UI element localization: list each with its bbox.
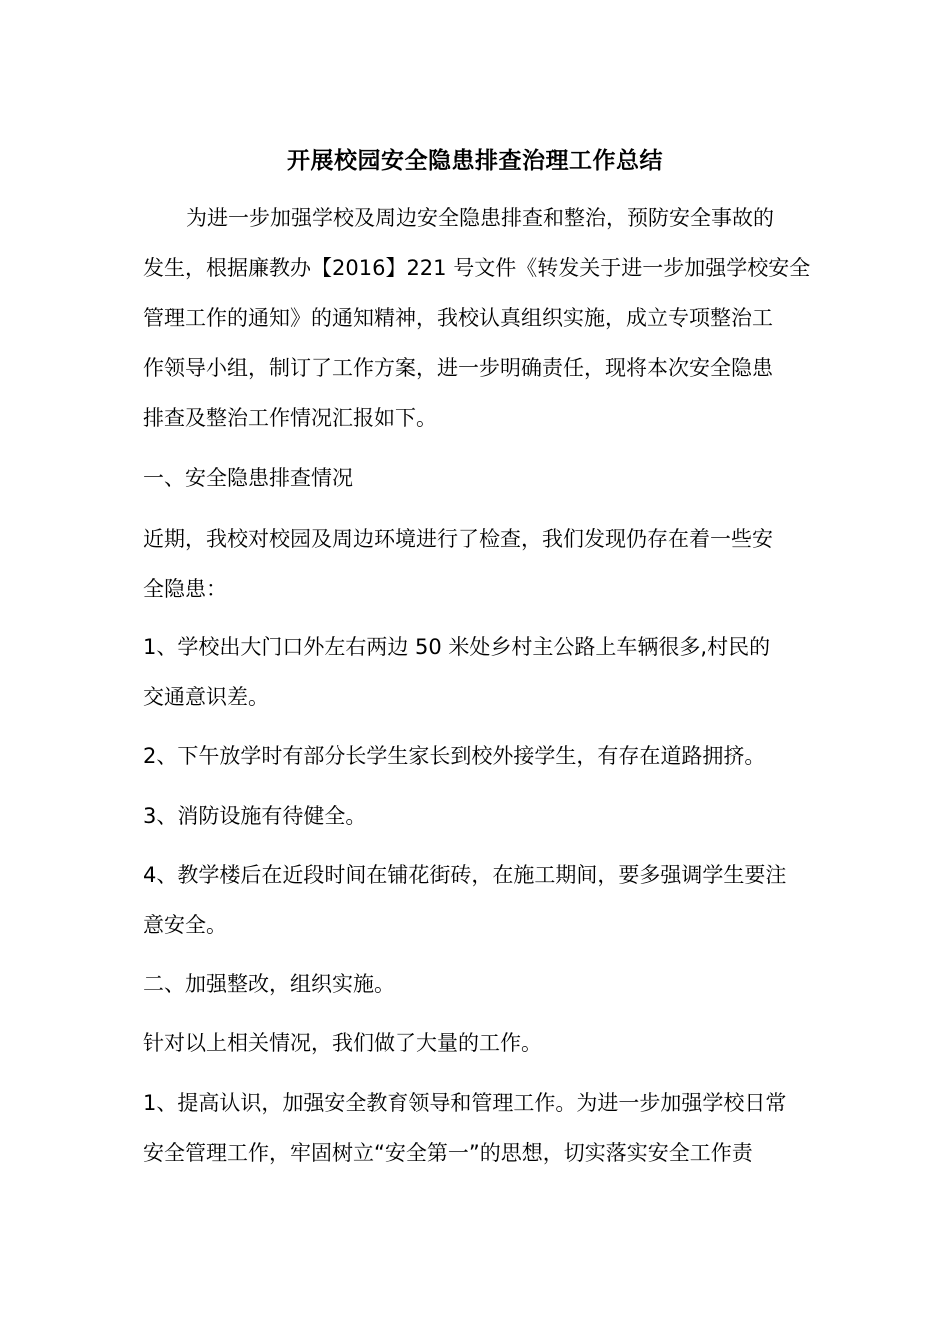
- section1-heading: [143, 453, 809, 503]
- item4-line: 4、教学楼后在近段时间在铺花街砖，在施工期间，要多强调学生要注: [143, 863, 787, 887]
- item3-paragraph: [143, 791, 809, 841]
- intro-paragraph: [143, 193, 809, 443]
- intro-line: 作领导小组，制订了工作方案，进一步明确责任，现将本次安全隐患: [143, 356, 773, 380]
- document-title: 开展校园安全隐患排查治理工作总结: [287, 148, 663, 174]
- item2-line: 2、下午放学时有部分长学生家长到校外接学生，有存在道路拥挤。: [143, 744, 766, 768]
- section1-intro-paragraph: [143, 514, 809, 614]
- section2-heading-text: 二、加强整改，组织实施。: [143, 972, 395, 996]
- section2-item1-line: 安全管理工作，牢固树立“安全第一”的思想，切实落实安全工作责: [143, 1141, 753, 1165]
- section2-item1-line: 1、提高认识，加强安全教育领导和管理工作。为进一步加强学校日常: [143, 1091, 787, 1115]
- section2-intro-line: 针对以上相关情况，我们做了大量的工作。: [143, 1031, 542, 1055]
- section1-heading-text: 一、安全隐患排查情况: [143, 466, 353, 490]
- item3-line: 3、消防设施有待健全。: [143, 804, 367, 828]
- intro-line: 发生，根据廉教办【2016】221 号文件《转发关于进一步加强学校安全: [143, 256, 811, 280]
- section2-heading: [143, 959, 809, 1009]
- item2-paragraph: [143, 731, 809, 781]
- item1-line: 交通意识差。: [143, 685, 269, 709]
- section2-intro-paragraph: [143, 1018, 809, 1068]
- intro-line: 排查及整治工作情况汇报如下。: [143, 406, 437, 430]
- item1-line: 1、学校出大门口外左右两边 50 米处乡村主公路上车辆很多,村民的: [143, 635, 771, 659]
- section1-intro-line: 全隐患：: [143, 577, 227, 601]
- item4-line: 意安全。: [143, 913, 227, 937]
- section1-intro-line: 近期，我校对校园及周边环境进行了检查，我们发现仍存在着一些安: [143, 527, 773, 551]
- item1-paragraph: [143, 622, 809, 722]
- intro-line: 管理工作的通知》的通知精神，我校认真组织实施，成立专项整治工: [143, 306, 773, 330]
- intro-line: 为进一步加强学校及周边安全隐患排查和整治，预防安全事故的: [186, 206, 774, 230]
- item4-paragraph: [143, 850, 809, 950]
- section2-item1-paragraph: [143, 1078, 809, 1178]
